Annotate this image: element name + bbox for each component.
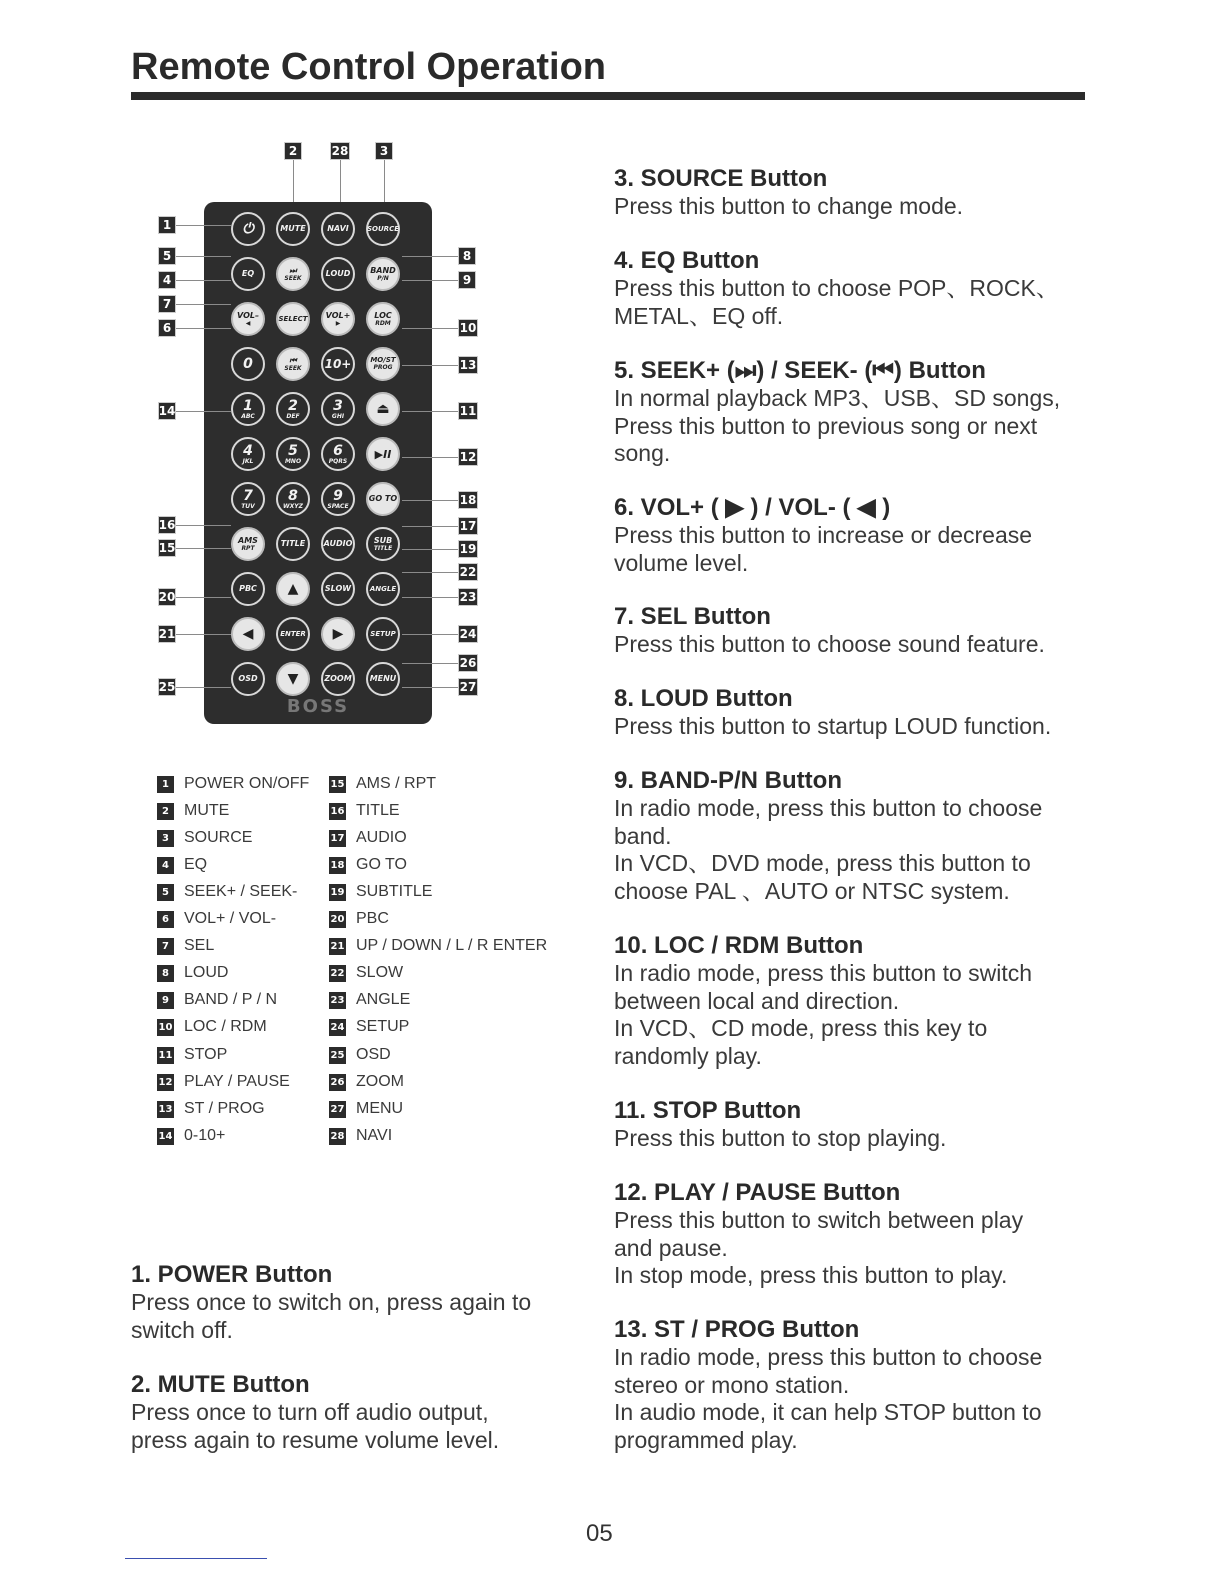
leader-line xyxy=(176,304,231,305)
leader-line xyxy=(176,256,231,257)
section-heading: 1. POWER Button xyxy=(131,1261,333,1288)
up-arrow-icon: ▲ xyxy=(276,572,310,606)
subtitle-button-icon: SUB TITLE xyxy=(366,527,400,561)
zoom-button-icon: ZOOM xyxy=(321,662,355,696)
right-arrow-icon: ▶ xyxy=(321,617,355,651)
section-line: switch off. xyxy=(131,1316,233,1343)
section-heading: 9. BAND-P/N Button xyxy=(614,767,842,794)
callout-tag: 1 xyxy=(158,216,176,234)
section-heading: 7. SEL Button xyxy=(614,603,771,630)
leader-line xyxy=(176,687,231,688)
leader-line xyxy=(402,597,458,598)
section-heading: 12. PLAY / PAUSE Button xyxy=(614,1179,901,1206)
mute-button-icon: MUTE xyxy=(276,212,310,246)
key-9-icon: 9 SPACE xyxy=(321,482,355,516)
section-heading: 11. STOP Button xyxy=(614,1097,802,1124)
legend-item: 12 PLAY / PAUSE xyxy=(158,1073,290,1090)
legend-item: 15 AMS / RPT xyxy=(330,775,437,792)
leader-line xyxy=(402,572,458,573)
section-heading: 10. LOC / RDM Button xyxy=(614,932,864,959)
section-loud xyxy=(614,685,1051,741)
leader-line xyxy=(402,280,458,281)
play-pause-icon: ▶II xyxy=(366,437,400,471)
section-line: press again to resume volume level. xyxy=(131,1426,500,1453)
section-line: Press this button to choose sound feature. xyxy=(614,631,1045,657)
zero-key-icon: 0 xyxy=(231,347,265,381)
goto-button-icon: GO TO xyxy=(366,482,400,516)
section-heading: 13. ST / PROG Button xyxy=(614,1316,860,1343)
brand-logo: BOSS xyxy=(286,696,350,717)
leader-line xyxy=(176,328,231,329)
ten-plus-key-icon: 10+ xyxy=(321,347,355,381)
seek-prev-icon: ⏮ SEEK xyxy=(276,347,310,381)
legend-item: 18 GO TO xyxy=(330,856,407,873)
callout-tag: 17 xyxy=(459,519,477,533)
key-5-icon: 5 MNO xyxy=(276,437,310,471)
section-line: between local and direction. xyxy=(614,987,900,1014)
down-arrow-icon: ▼ xyxy=(276,662,310,696)
callout-tag: 11 xyxy=(459,404,477,418)
section-st-prog xyxy=(614,1316,1042,1454)
section-line: Press this button to choose POP、ROCK、 xyxy=(614,275,1059,301)
legend-item: 26 ZOOM xyxy=(330,1073,404,1090)
leader-line xyxy=(176,634,231,635)
section-line: randomly play. xyxy=(614,1042,762,1069)
setup-button-icon: SETUP xyxy=(366,617,400,651)
eq-button-icon: EQ xyxy=(231,257,265,291)
section-line: Press this button to startup LOUD function. xyxy=(614,713,1052,739)
callout-tag: 14 xyxy=(158,404,176,418)
legend-item: 28 NAVI xyxy=(330,1127,393,1144)
stop-icon: ⏏ xyxy=(366,392,400,426)
footer-line xyxy=(125,1558,267,1559)
audio-button-icon: AUDIO xyxy=(321,527,355,561)
legend-item: 14 0-10+ xyxy=(158,1127,226,1144)
section-heading: 4. EQ Button xyxy=(614,247,760,274)
section-line: Press this button to previous song or next xyxy=(614,412,1038,439)
vol-minus-icon: VOL– ◀ xyxy=(231,302,265,336)
section-band xyxy=(614,767,1042,905)
leader-line xyxy=(402,500,458,501)
legend-item: 4 EQ xyxy=(157,855,207,875)
key-7-icon: 7 TUV xyxy=(231,482,265,516)
legend-item: 11 STOP xyxy=(158,1046,228,1063)
callout-tag: 8 xyxy=(458,247,476,265)
callout-tag: 9 xyxy=(458,271,476,289)
key-3-icon: 3 GHI xyxy=(321,392,355,426)
section-heading: 6. VOL+ ( ▶ ) / VOL- ( ◀ ) xyxy=(614,494,891,521)
key-4-icon: 4 JKL xyxy=(231,437,265,471)
key-8-icon: 8 WXYZ xyxy=(276,482,310,516)
most-button-icon: MO/ST PROG xyxy=(366,347,400,381)
leader-line xyxy=(402,687,458,688)
angle-button-icon: ANGLE xyxy=(366,572,400,606)
legend-item: 22 SLOW xyxy=(330,964,404,981)
power-icon: ⏻ xyxy=(231,212,265,246)
callout-tag: 21 xyxy=(158,627,176,641)
callout-tag: 16 xyxy=(158,518,176,532)
leader-line xyxy=(402,549,458,550)
section-line: programmed play. xyxy=(614,1426,798,1453)
leader-line xyxy=(176,597,231,598)
legend-item: 7 SEL xyxy=(157,936,214,956)
section-heading: 2. MUTE Button xyxy=(131,1371,310,1398)
legend-item: 24 SETUP xyxy=(330,1018,410,1035)
remote-diagram xyxy=(150,138,490,738)
callout-tag: 13 xyxy=(459,358,477,372)
vol-plus-icon: VOL+ ▶ xyxy=(321,302,355,336)
section-line: Press this button to switch between play xyxy=(614,1207,1024,1233)
leader-line xyxy=(402,256,458,257)
callout-tag: 26 xyxy=(459,656,477,670)
section-line: In audio mode, it can help STOP button to xyxy=(614,1399,1042,1425)
leader-line xyxy=(176,411,231,412)
callout-tag: 19 xyxy=(459,542,477,556)
key-6-icon: 6 PQRS xyxy=(321,437,355,471)
loc-button-icon: LOC RDM xyxy=(366,302,400,336)
section-source xyxy=(614,165,963,221)
loud-button-icon: LOUD xyxy=(321,257,355,291)
section-line: song. xyxy=(614,440,671,466)
key-2-icon: 2 DEF xyxy=(276,392,310,426)
section-seek xyxy=(614,357,1060,468)
section-loc xyxy=(614,932,1032,1070)
legend-item: 23 ANGLE xyxy=(330,991,411,1008)
legend-item: 3 SOURCE xyxy=(157,828,252,848)
page-number: 05 xyxy=(586,1520,613,1547)
legend-item: 25 OSD xyxy=(330,1046,391,1063)
leader-line xyxy=(176,225,231,226)
seek-next-icon: ⏭ SEEK xyxy=(276,257,310,291)
callout-tag: 12 xyxy=(459,450,477,464)
section-line: Press this button to stop playing. xyxy=(614,1125,947,1151)
leader-line xyxy=(402,328,458,329)
legend-item: 21 UP / DOWN / L / R ENTER xyxy=(330,937,548,954)
section-heading: 3. SOURCE Button xyxy=(614,165,828,192)
legend-item: 2 MUTE xyxy=(157,801,229,821)
leader-line xyxy=(402,365,458,366)
section-eq xyxy=(614,247,1059,330)
legend-item: 17 AUDIO xyxy=(330,829,407,846)
section-line: Press this button to increase or decrease xyxy=(614,522,1033,548)
callout-tag: 6 xyxy=(158,319,176,337)
section-sel xyxy=(614,603,1045,659)
callout-tag: 15 xyxy=(158,541,176,555)
leader-line xyxy=(402,526,458,527)
section-line: In normal playback MP3、USB、SD songs, xyxy=(614,385,1061,411)
legend-item: 1 POWER ON/OFF xyxy=(157,774,309,794)
callout-tag: 20 xyxy=(158,590,176,604)
ams-button-icon: AMS RPT xyxy=(231,527,265,561)
callout-tag: 5 xyxy=(158,247,176,265)
legend-item: 20 PBC xyxy=(330,910,389,927)
callout-tag: 27 xyxy=(459,680,477,694)
enter-button-icon: ENTER xyxy=(276,617,310,651)
section-mute xyxy=(131,1371,499,1454)
legend-item: 6 VOL+ / VOL- xyxy=(157,909,276,929)
key-1-icon: 1 ABC xyxy=(231,392,265,426)
leader-line xyxy=(402,634,458,635)
select-button-icon: SELECT xyxy=(276,302,310,336)
section-line: In stop mode, press this button to play. xyxy=(614,1262,1008,1288)
legend-item: 19 SUBTITLE xyxy=(330,883,433,900)
section-power xyxy=(131,1261,531,1344)
section-heading: 5. SEEK+ (⏭) / SEEK- (⏮) Button xyxy=(614,357,986,384)
section-heading: 8. LOUD Button xyxy=(614,685,793,712)
legend-item: 27 MENU xyxy=(330,1100,404,1117)
callout-tag: 23 xyxy=(459,590,477,604)
title-underline xyxy=(131,92,1085,100)
section-line: Press this button to change mode. xyxy=(614,193,964,219)
menu-button-icon: MENU xyxy=(366,662,400,696)
callout-tag: 10 xyxy=(459,321,477,335)
legend-item: 9 BAND / P / N xyxy=(157,990,277,1010)
legend-item: 8 LOUD xyxy=(157,963,228,983)
callout-tag: 3 xyxy=(375,142,393,160)
remote-body xyxy=(204,202,432,724)
callout-tag: 18 xyxy=(459,493,477,507)
section-line: volume level. xyxy=(614,549,749,576)
leader-line xyxy=(402,411,458,412)
legend-item: 13 ST / PROG xyxy=(158,1100,265,1117)
legend-item: 5 SEEK+ / SEEK- xyxy=(157,882,297,902)
section-line: In radio mode, press this button to choose xyxy=(614,1344,1043,1370)
section-line: choose PAL 、AUTO or NTSC system. xyxy=(614,877,1010,904)
section-line: Press once to switch on, press again to xyxy=(131,1289,532,1315)
callout-tag: 25 xyxy=(158,680,176,694)
leader-line xyxy=(402,457,458,458)
osd-button-icon: OSD xyxy=(231,662,265,696)
callout-tag: 28 xyxy=(331,144,349,158)
slow-button-icon: SLOW xyxy=(321,572,355,606)
leader-line xyxy=(176,525,231,526)
section-play-pause xyxy=(614,1179,1023,1290)
pbc-button-icon: PBC xyxy=(231,572,265,606)
left-arrow-icon: ◀ xyxy=(231,617,265,651)
navi-button-icon: NAVI xyxy=(321,212,355,246)
band-button-icon: BAND P/N xyxy=(366,257,400,291)
legend-item: 16 TITLE xyxy=(330,802,400,819)
section-line: METAL、EQ off. xyxy=(614,302,784,329)
leader-line xyxy=(176,548,231,549)
page-title: Remote Control Operation xyxy=(131,46,607,88)
callout-tag: 24 xyxy=(459,627,477,641)
source-button-icon: SOURCE xyxy=(366,212,400,246)
section-line: and pause. xyxy=(614,1234,728,1261)
section-volume xyxy=(614,494,1032,577)
callout-tag: 2 xyxy=(284,142,302,160)
section-line: In radio mode, press this button to choose xyxy=(614,795,1043,821)
legend-item: 10 LOC / RDM xyxy=(158,1018,267,1035)
leader-line xyxy=(402,663,458,664)
section-line: stereo or mono station. xyxy=(614,1371,850,1398)
callout-tag: 7 xyxy=(158,295,176,313)
callout-tag: 22 xyxy=(459,565,477,579)
section-line: In radio mode, press this button to switch xyxy=(614,960,1033,986)
title-button-icon: TITLE xyxy=(276,527,310,561)
callout-tag: 4 xyxy=(158,271,176,289)
leader-line xyxy=(176,280,231,281)
section-line: In VCD、DVD mode, press this button to xyxy=(614,850,1031,876)
section-line: In VCD、CD mode, press this key to xyxy=(614,1015,988,1041)
section-stop xyxy=(614,1097,946,1153)
section-line: band. xyxy=(614,822,672,849)
section-line: Press once to turn off audio output, xyxy=(131,1399,489,1425)
